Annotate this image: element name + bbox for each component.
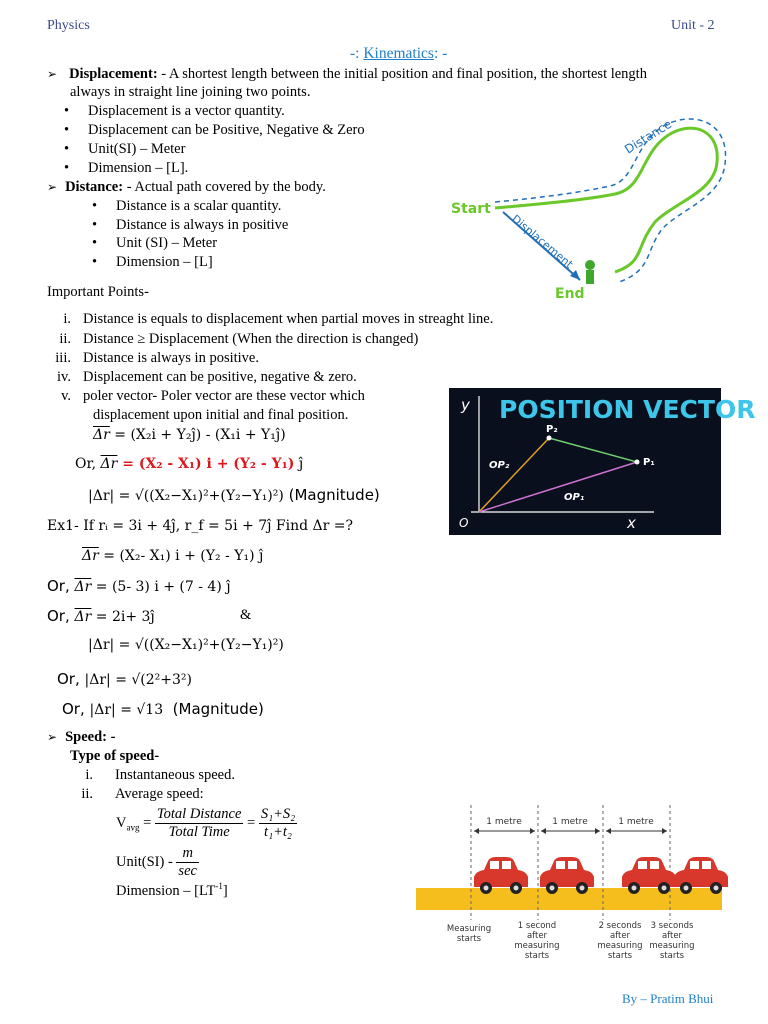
y-axis-label: y [461,396,470,414]
displacement-bullet: • Unit(SI) – Meter [88,141,185,158]
header-subject: Physics [47,18,90,33]
speed-type-item: ii. Average speed: [81,786,204,802]
example-step-4: |Δr| = √((X₂−X₁)²+(Y₂−Y₁)²) [88,637,284,653]
average-speed-formula: $V_{avg}$ = $\frac{\text{Total Distance}}{\text{Total Time}}$ = $\frac{\text{S₁+S₂}}{\text{t₁+t₂}}$ [116,806,296,840]
car-caption: 3 seconds [650,921,694,931]
car-caption: 1 second [517,921,557,931]
x-axis-label: x [627,514,636,532]
p1-label: P₁ [643,457,655,468]
displacement-bullet: • Displacement can be Positive, Negative & Zero [88,122,365,139]
distance-bullet: • Distance is a scalar quantity. [116,198,281,215]
speed-dimension: Dimension – $[LT^{-1}]$ [116,881,228,899]
distance-label: Distance [622,116,675,157]
magnitude-equation: |Δr| = √((X₂−X₁)²+(Y₂−Y₁)²) (Magnitude) [88,486,380,504]
car-caption: 2 seconds [598,921,642,931]
position-vector-title: POSITION VECTOR [499,395,756,424]
distance-bullet: • Distance is always in positive [116,217,288,234]
displacement-heading: ➢ Displacement: - A shortest length between the initial position and final position, the shortest length [47,66,647,82]
segment-label: 1 metre [486,817,522,827]
p2-label: P₂ [546,424,558,435]
displacement-equation-2: Or, $\overline{\Delta r} = (X_2 - X_1) i + (Y_2 - Y_1)$ ĵ [75,456,304,472]
example-step-2: Or, $\overline{\Delta r} = (5-$ 3) i + (7 - 4) ĵ [47,577,231,595]
car-caption: after [661,931,683,941]
example-step-6: Or, |Δr| = √13 (Magnitude) [62,700,264,718]
car-caption: after [526,931,548,941]
car-caption: starts [524,951,550,961]
example-step-1: $\overline{\Delta r} = (X_2-$ X₁) i + (Y₂ - Y₁) ĵ [82,548,264,564]
header-unit: Unit - 2 [671,18,715,33]
speed-unit: Unit(SI) - $\frac{m}{\sec}$ [116,845,197,879]
distance-bullet: • Dimension – [L] [116,254,213,271]
segment-label: 1 metre [618,817,654,827]
important-item: i. Distance is equals to displacement when partial moves in streaght line. [63,311,494,327]
car-caption: starts [456,934,482,944]
example-step-3: Or, $\overline{\Delta r} = 2i+$ 3ĵ [47,607,155,625]
segment-label: 1 metre [552,817,588,827]
important-item: iii. Distance is always in positive. [55,350,259,366]
distance-displacement-diagram [445,112,735,302]
important-item-cont: displacement upon initial and final position. [93,407,349,423]
important-item: v. poler vector- Poler vector are these vector which [61,388,365,404]
speed-type-heading: Type of speed- [70,748,160,764]
car-speed-diagram [416,800,722,966]
example-step-5: Or, |Δr| = √(2²+3²) [57,670,192,688]
end-label: End [555,286,585,302]
distance-heading: ➢ Distance: - Actual path covered by the body. [47,179,326,195]
car-caption: measuring [514,941,560,951]
important-heading: Important Points- [47,284,149,300]
car-caption: measuring [597,941,643,951]
displacement-bullet: • Displacement is a vector quantity. [88,103,285,120]
position-vector-diagram [449,388,756,535]
speed-heading: ➢ Speed: - [47,729,116,745]
op1-label: OP₁ [564,492,585,503]
page-title: -: Kinematics: - [350,45,448,62]
displacement-label: Displacement [509,212,576,271]
displacement-def-cont: always in straight line joining two points. [70,84,311,100]
example-question: Ex1- If rᵢ = 3i + 4ĵ, r_f = 5i + 7ĵ Find Δr =? [47,518,353,534]
car-caption: starts [607,951,633,961]
speed-type-item: i. Instantaneous speed. [85,767,235,783]
op2-label: OP₂ [489,460,510,471]
car-caption: Measuring [446,924,492,934]
displacement-equation-1: $\overline{\Delta r} = (X_2i$ + Y₂ĵ) - (X₁i + Y₁ĵ) [93,427,286,443]
footer-author: By – Pratim Bhui [622,991,714,1006]
car-caption: measuring [649,941,695,951]
ampersand: & [240,607,252,623]
important-item: iv. Displacement can be positive, negative & zero. [57,369,357,385]
distance-bullet: • Unit (SI) – Meter [116,235,217,252]
car-caption: after [609,931,631,941]
origin-label: O [459,516,469,530]
important-item: ii. Distance ≥ Displacement (When the direction is changed) [59,331,419,347]
displacement-bullet: • Dimension – [L]. [88,160,188,177]
car-caption: starts [659,951,685,961]
start-label: Start [451,201,491,217]
